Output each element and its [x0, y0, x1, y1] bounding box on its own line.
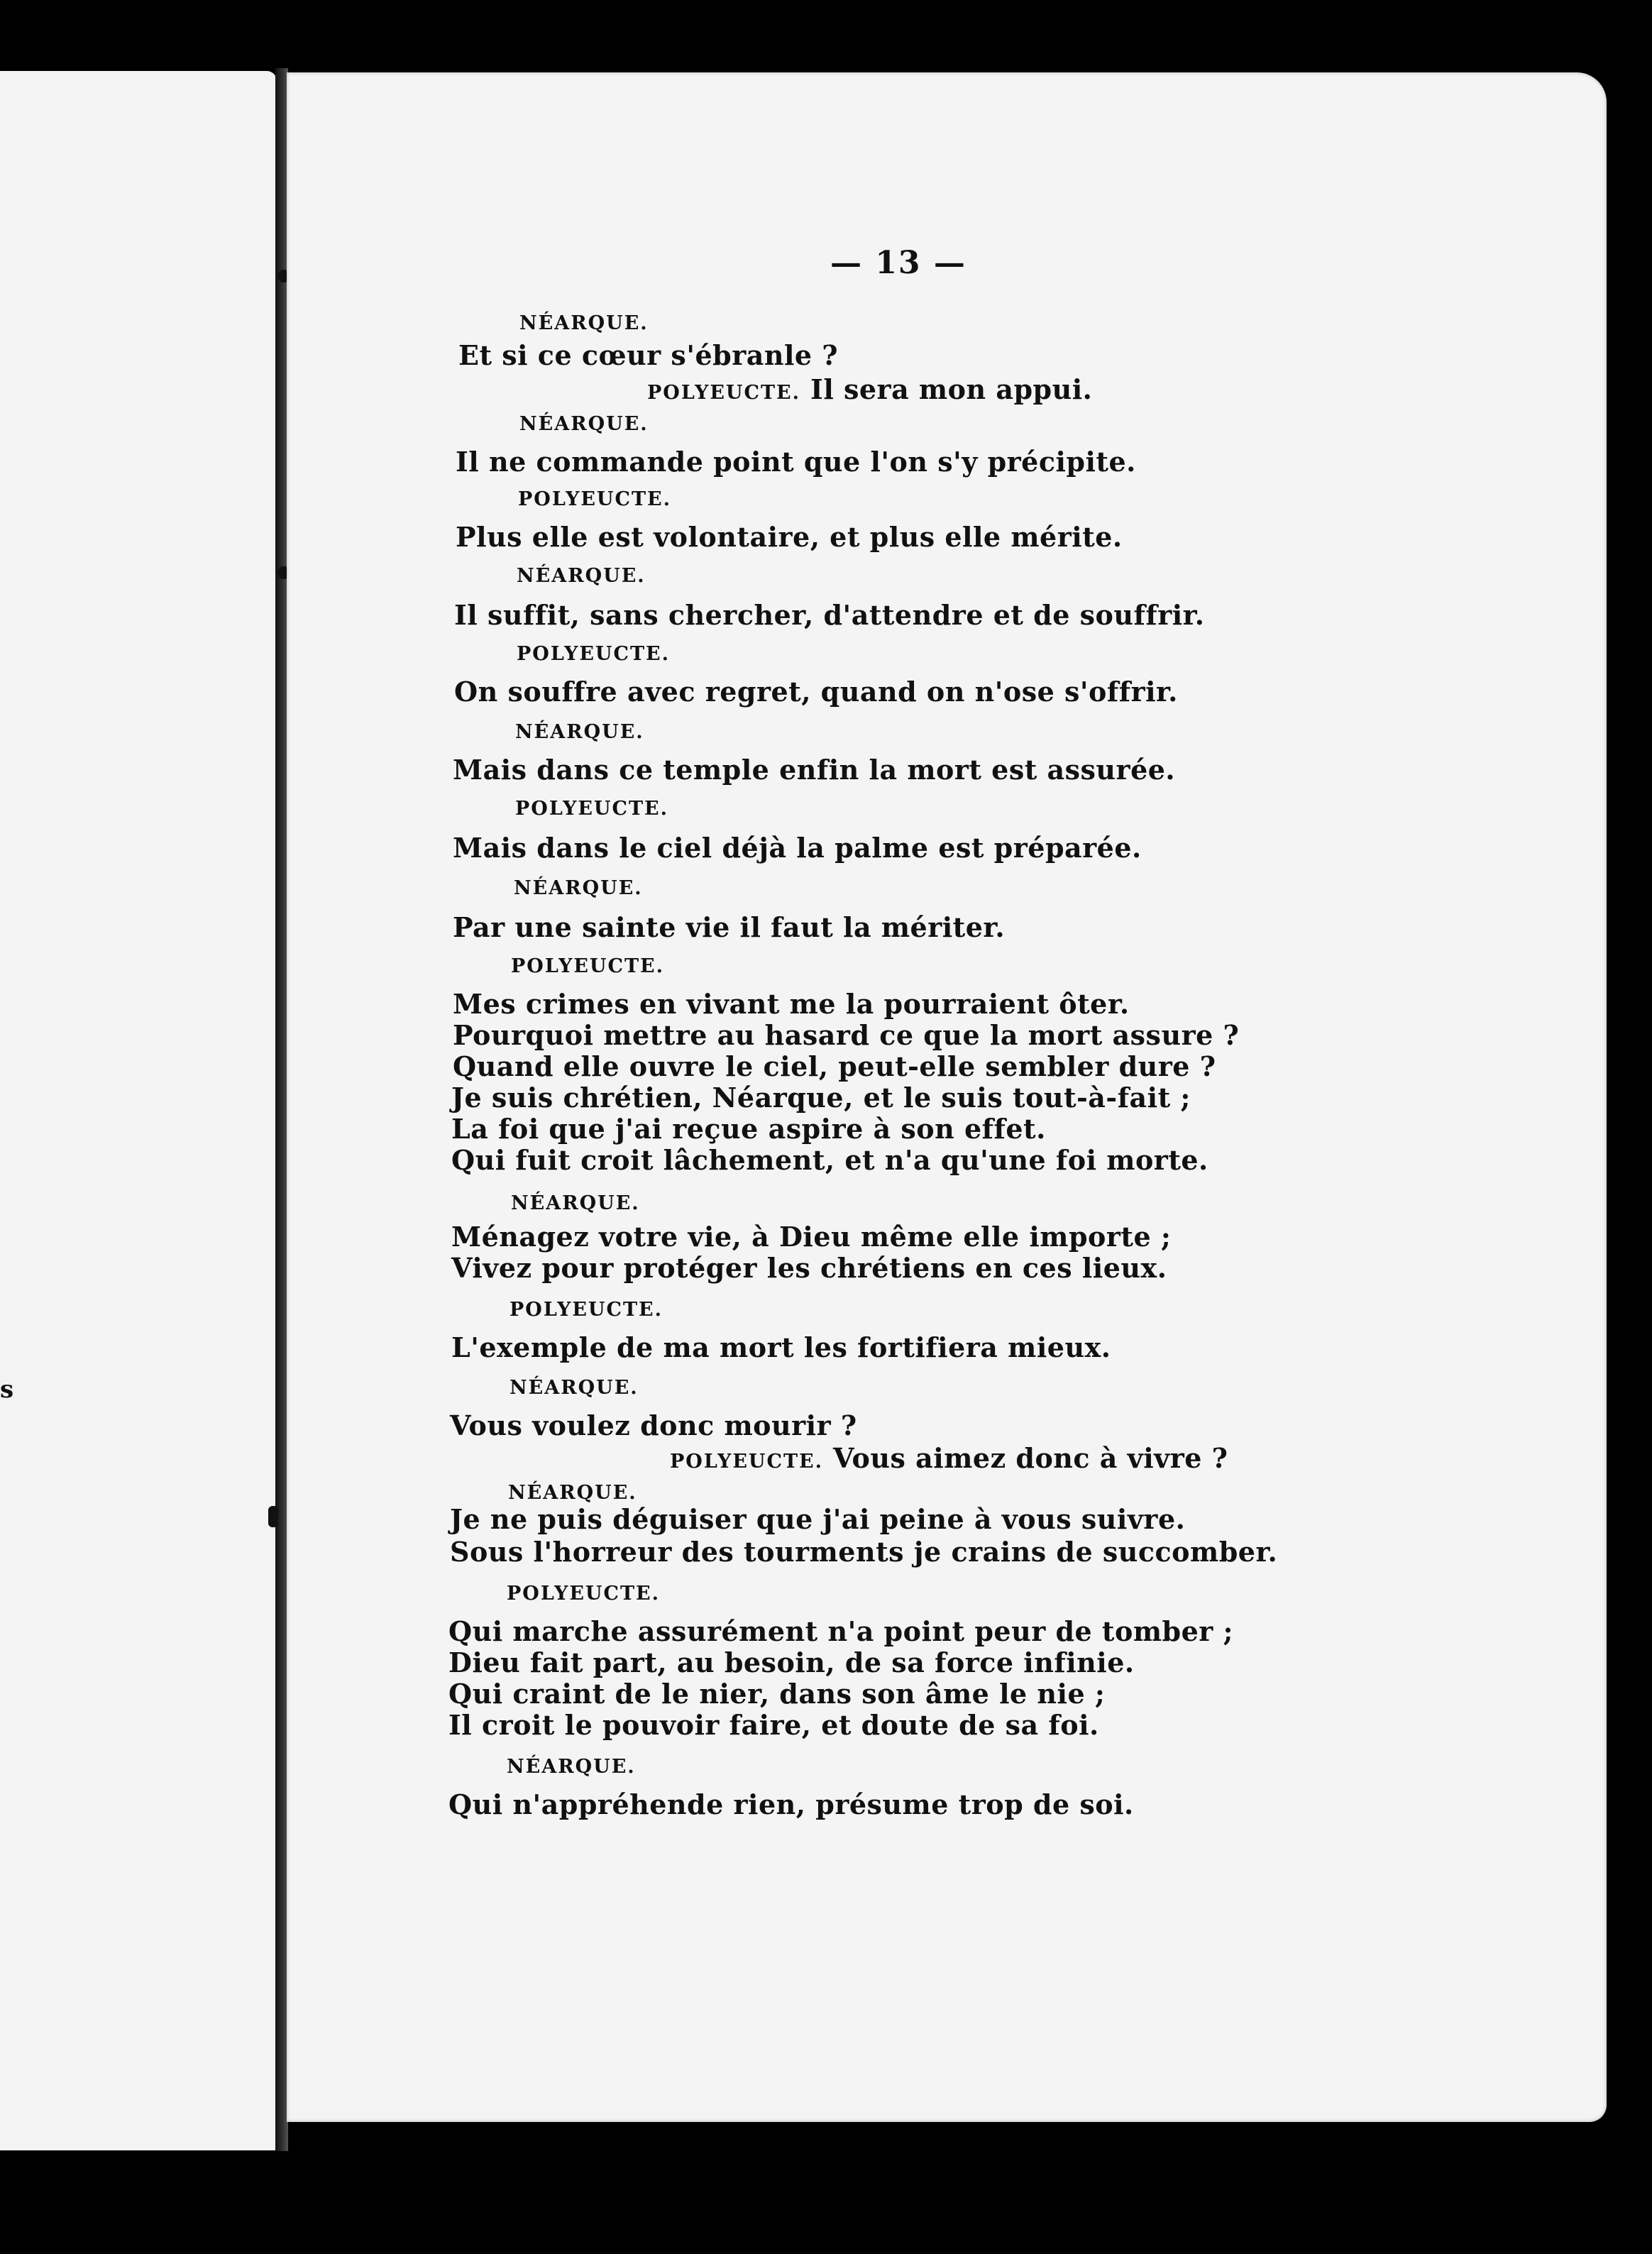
facing-page-edge-text: s: [0, 1375, 14, 1404]
speaker-name: NÉARQUE.: [508, 1482, 637, 1504]
speaker-name: POLYEUCTE.: [518, 488, 672, 510]
verse-line: Mais dans ce temple enfin la mort est assurée.: [453, 754, 1176, 786]
binding-mark: [268, 1506, 278, 1527]
speaker-name: NÉARQUE.: [514, 877, 643, 899]
verse-line: Il suffit, sans chercher, d'attendre et de souffrir.: [454, 599, 1205, 631]
verse-line: Qui fuit croit lâchement, et n'a qu'une foi morte.: [451, 1144, 1208, 1176]
speaker-name: NÉARQUE.: [510, 1377, 639, 1399]
verse-line: Pourquoi mettre au hasard ce que la mort assure ?: [453, 1019, 1240, 1051]
verse-line: Qui craint de le nier, dans son âme le nie ;: [448, 1678, 1106, 1710]
speaker-name: POLYEUCTE.: [517, 643, 671, 665]
verse-line: Quand elle ouvre le ciel, peut-elle sembler dure ?: [453, 1050, 1216, 1082]
verse-line: Je suis chrétien, Néarque, et le suis tout-à-fait ;: [451, 1082, 1191, 1114]
speaker-name: POLYEUCTE.: [511, 955, 665, 977]
verse-line: On souffre avec regret, quand on n'ose s'offrir.: [454, 676, 1178, 708]
verse-line: L'exemple de ma mort les fortifiera mieux.: [451, 1331, 1111, 1363]
speaker-name: NÉARQUE.: [517, 565, 646, 587]
speaker-name: NÉARQUE.: [511, 1192, 640, 1214]
verse-line: Il croit le pouvoir faire, et doute de sa foi.: [448, 1709, 1099, 1741]
verse-line: La foi que j'ai reçue aspire à son effet.: [451, 1113, 1046, 1145]
verse-line: Qui marche assurément n'a point peur de tomber ;: [448, 1615, 1234, 1647]
speaker-name: NÉARQUE.: [519, 413, 649, 435]
verse-line: Dieu fait part, au besoin, de sa force infinie.: [448, 1646, 1135, 1678]
verse-line-with-speaker: [670, 1442, 1228, 1474]
speaker-name: NÉARQUE.: [515, 721, 644, 743]
page-number: — 13 —: [830, 245, 967, 281]
verse-line-with-speaker: [647, 373, 1092, 405]
speaker-name: POLYEUCTE.: [670, 1451, 824, 1473]
verse-line: Vous voulez donc mourir ?: [450, 1409, 857, 1441]
verse-line: Je ne puis déguiser que j'ai peine à vous suivre.: [450, 1503, 1186, 1535]
verse-line: Par une sainte vie il faut la mériter.: [453, 911, 1006, 943]
verse-line: Ménagez votre vie, à Dieu même elle importe ;: [451, 1221, 1172, 1253]
speaker-name: POLYEUCTE.: [510, 1299, 663, 1321]
speaker-name: POLYEUCTE.: [515, 798, 669, 820]
verse-line: Plus elle est volontaire, et plus elle mérite.: [456, 521, 1123, 553]
verse-line: Il ne commande point que l'on s'y précipite.: [456, 446, 1136, 478]
verse-line: Vivez pour protéger les chrétiens en ces lieux.: [451, 1252, 1167, 1284]
facing-page-left: [0, 71, 277, 2150]
verse-line: Et si ce cœur s'ébranle ?: [458, 339, 839, 371]
verse-text: Il sera mon appui.: [810, 373, 1093, 405]
speaker-name: POLYEUCTE.: [647, 382, 801, 404]
verse-text: Vous aimez donc à vivre ?: [833, 1442, 1228, 1474]
speaker-name: POLYEUCTE.: [507, 1583, 661, 1605]
verse-line: Mais dans le ciel déjà la palme est préparée.: [453, 832, 1142, 864]
verse-line: Sous l'horreur des tourments je crains de succomber.: [450, 1536, 1278, 1568]
speaker-name: NÉARQUE.: [519, 312, 649, 334]
verse-line: Qui n'appréhende rien, présume trop de soi.: [448, 1788, 1134, 1820]
speaker-name: NÉARQUE.: [507, 1756, 636, 1778]
verse-line: Mes crimes en vivant me la pourraient ôter.: [453, 988, 1130, 1020]
